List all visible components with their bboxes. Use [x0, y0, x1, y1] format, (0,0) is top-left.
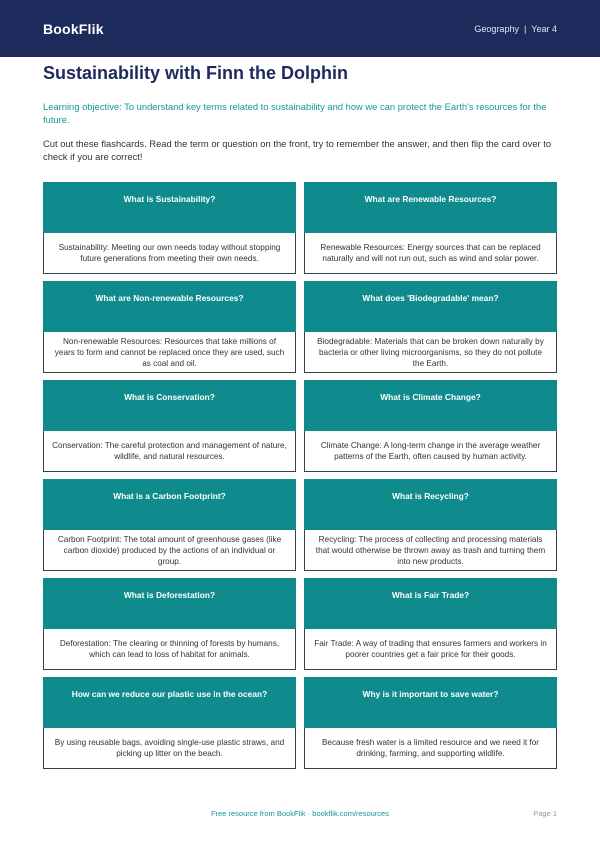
- flashcard: [43, 578, 296, 670]
- brand-logo[interactable]: BookFlik: [43, 20, 104, 37]
- flashcard: [43, 182, 296, 274]
- flashcard-question: What is Sustainability?: [43, 182, 296, 233]
- flashcard: [43, 479, 296, 571]
- meta-separator: |: [523, 23, 527, 34]
- flashcard-question: What are Renewable Resources?: [304, 182, 557, 233]
- flashcard-question: What is Recycling?: [304, 479, 557, 530]
- flashcard-answer: Biodegradable: Materials that can be broken down naturally by bacteria or other living microorganisms, so they do not pollute the Earth.: [304, 332, 557, 373]
- flashcard: [304, 479, 557, 571]
- flashcard: [304, 578, 557, 670]
- instructions: Cut out these flashcards. Read the term or question on the front, try to remember the answer, and then flip the card over to check if you are correct!: [43, 138, 552, 162]
- flashcard: [43, 677, 296, 769]
- year-label: Year 4: [531, 23, 557, 34]
- flashcard-question: What is Fair Trade?: [304, 578, 557, 629]
- flashcard-answer: Deforestation: The clearing or thinning of forests by humans, which can lead to loss of habitat for animals.: [43, 629, 296, 670]
- flashcard: [43, 380, 296, 472]
- flashcard-question: What is a Carbon Footprint?: [43, 479, 296, 530]
- flashcard: [304, 281, 557, 373]
- flashcard-answer: Conservation: The careful protection and management of nature, wildlife, and natural resources.: [43, 431, 296, 472]
- flashcard: [43, 281, 296, 373]
- flashcard: [304, 677, 557, 769]
- flashcard-answer: Recycling: The process of collecting and processing materials that would otherwise be thrown away as trash and turning them into new products.: [304, 530, 557, 571]
- subject-year-label: [474, 24, 557, 34]
- flashcard-question: How can we reduce our plastic use in the ocean?: [43, 677, 296, 728]
- top-header: [0, 0, 600, 57]
- flashcard-question: Why is it important to save water?: [304, 677, 557, 728]
- flashcard-question: What does 'Biodegradable' mean?: [304, 281, 557, 332]
- flashcard-grid: [43, 182, 557, 769]
- flashcard-question: What are Non-renewable Resources?: [43, 281, 296, 332]
- flashcard-question: What is Conservation?: [43, 380, 296, 431]
- subject-label: Geography: [474, 23, 519, 34]
- flashcard-answer: Because fresh water is a limited resource and we need it for drinking, farming, and supporting wildlife.: [304, 728, 557, 769]
- flashcard: [304, 182, 557, 274]
- flashcard-answer: Fair Trade: A way of trading that ensures farmers and workers in poorer countries get a fair price for their goods.: [304, 629, 557, 670]
- page-number: Page 1: [533, 809, 557, 818]
- page-title: Sustainability with Finn the Dolphin: [43, 63, 348, 83]
- flashcard-question: What is Climate Change?: [304, 380, 557, 431]
- flashcard-answer: Climate Change: A long-term change in the average weather patterns of the Earth, often caused by human activity.: [304, 431, 557, 472]
- flashcard-answer: Carbon Footprint: The total amount of greenhouse gases (like carbon dioxide) produced by the actions of an individual or group.: [43, 530, 296, 571]
- footer-link[interactable]: Free resource from BookFlik · bookflik.com/resources: [211, 809, 389, 818]
- learning-objective: Learning objective: To understand key terms related to sustainability and how we can protect the Earth's resources for the future.: [43, 101, 547, 125]
- flashcard-answer: Sustainability: Meeting our own needs today without stopping future generations from meeting their own needs.: [43, 233, 296, 274]
- flashcard: [304, 380, 557, 472]
- flashcard-question: What is Deforestation?: [43, 578, 296, 629]
- flashcard-answer: Non-renewable Resources: Resources that take millions of years to form and cannot be replaced once they are used, such as coal and oil.: [43, 332, 296, 373]
- flashcard-answer: Renewable Resources: Energy sources that can be replaced naturally and will not run out, such as wind and solar power.: [304, 233, 557, 274]
- flashcard-answer: By using reusable bags, avoiding single-use plastic straws, and picking up litter on the beach.: [43, 728, 296, 769]
